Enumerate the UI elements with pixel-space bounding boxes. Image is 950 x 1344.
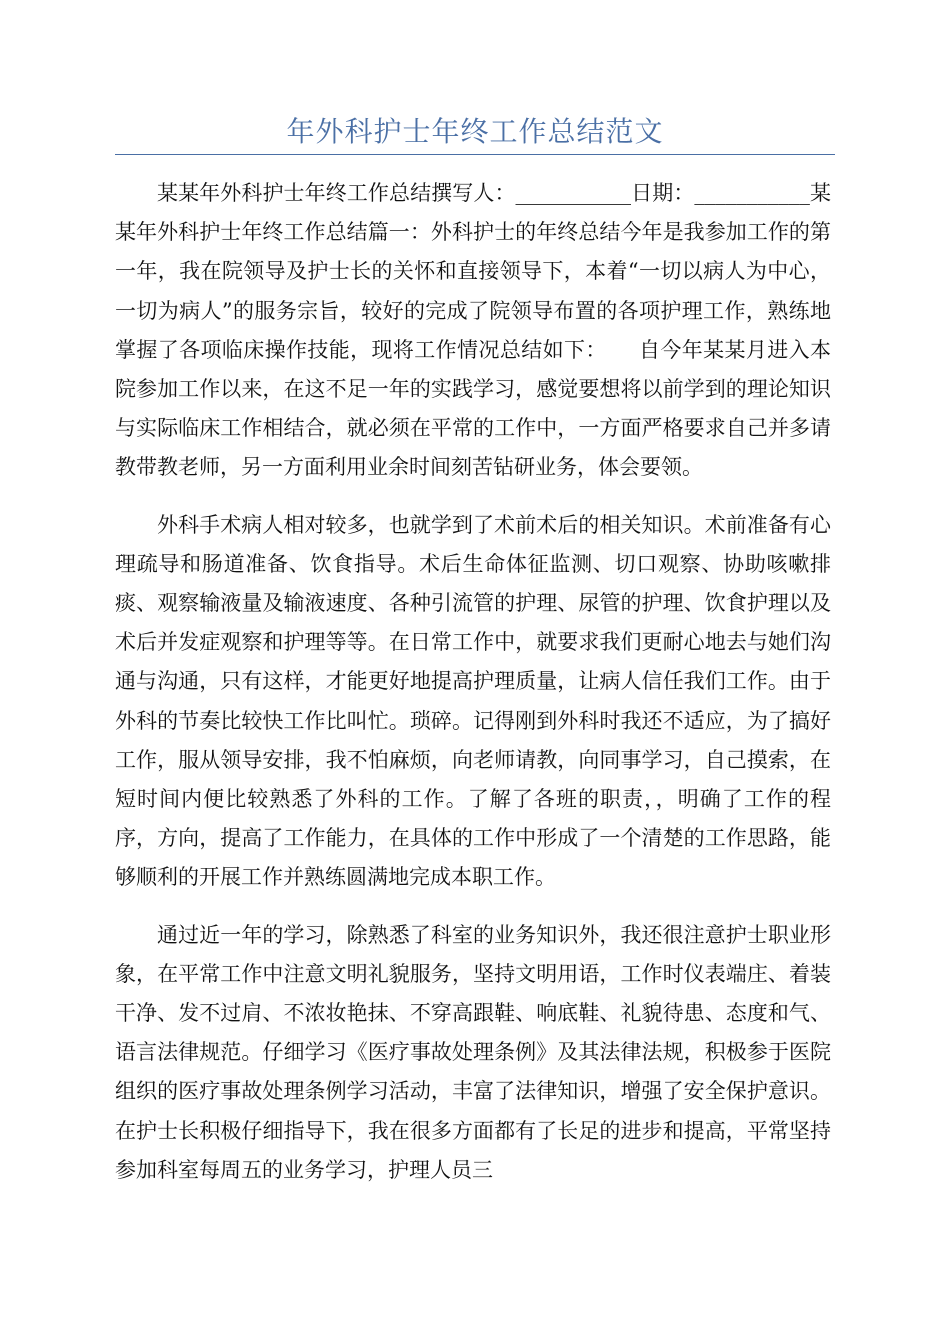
paragraph-3: 通过近一年的学习，除熟悉了科室的业务知识外，我还很注意护士职业形象，在平常工作中注意文明礼貌服务，坚持文明用语，工作时仪表端庄、着装干净、发不过肩、不浓妆艳抹、不穿高跟鞋、响底鞋、礼貌待患、态度和气、语言法律规范。仔细学习《医疗事故处理条例》及其法律法规，积极参于医院组织的医疗事故处理条例学习活动，丰富了法律知识，增强了安全保护意识。在护士长积极仔细指导下，我在很多方面都有了长足的进步和提高，平常坚持参加科室每周五的业务学习，护理人员三	[115, 922, 831, 1182]
document-body	[115, 174, 831, 1208]
document-title: 年外科护士年终工作总结范文	[286, 115, 664, 148]
paragraph-2: 外科手术病人相对较多，也就学到了术前术后的相关知识。术前准备有心理疏导和肠道准备、饮食指导。术后生命体征监测、切口观察、协助咳嗽排痰、观察输液量及输液速度、各种引流管的护理、尿管的护理、饮食护理以及术后并发症观察和护理等等。在日常工作中，就要求我们更耐心地去与她们沟通与沟通，只有这样，才能更好地提高护理质量，让病人信任我们工作。由于外科的节奏比较快工作比叫忙。琐碎。记得刚到外科时我还不适应，为了搞好工作，服从领导安排，我不怕麻烦，向老师请教，向同事学习，自己摸索，在短时间内便比较熟悉了外科的工作。了解了各班的职责，，明确了工作的程序，方向，提高了工作能力，在具体的工作中形成了一个清楚的工作思路，能够顺利的开展工作并熟练圆满地完成本职工作。	[115, 512, 831, 890]
paragraph-1: 某某年外科护士年终工作总结撰写人：___________日期：___________某某年外科护士年终工作总结篇一：外科护士的年终总结今年是我参加工作的第一年，我在院领导及护士长的关怀和直接领导下，本着“一切以病人为中心，一切为病人”的服务宗旨，较好的完成了院领导布置的各项护理工作，熟练地掌握了各项临床操作技能，现将工作情况总结如下： 自今年某某月进入本院参加工作以来，在这不足一年的实践学习，感觉要想将以前学到的理论知识与实际临床工作相结合，就必须在平常的工作中，一方面严格要求自己并多请教带教老师，另一方面利用业余时间刻苦钻研业务，体会要领。	[115, 181, 831, 480]
title-underline	[115, 154, 835, 155]
